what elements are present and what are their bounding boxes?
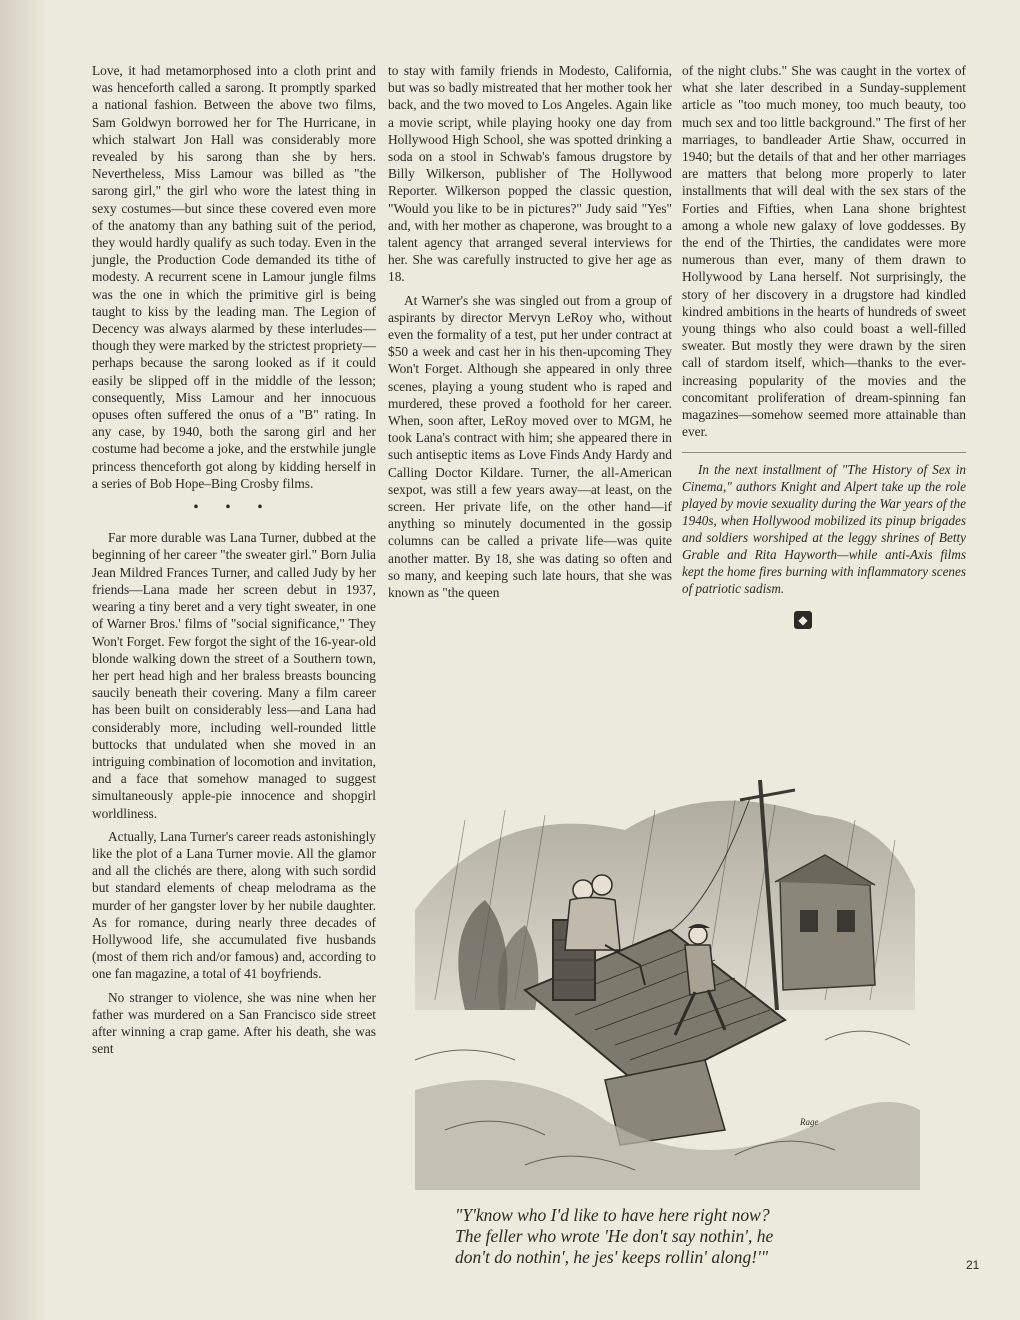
paragraph: Actually, Lana Turner's career reads astonishingly like the plot of a Lana Turner movie. All the glamor and all the clichés are there, along with such sordid but standard elements of cheap melodrama as the murder of her gangster lover by her nubile daughter. As for romance, during nearly three decades of Hollywood life, she accumulated five husbands (most of them rich and/or famous) and, according to one fan magazine, a total of 41 boyfriends.	[92, 828, 376, 982]
page-edge	[0, 0, 46, 1320]
text-column-3	[682, 62, 966, 629]
paragraph: of the night clubs." She was caught in the vortex of what she later described in a Sunday-supplement article as "too much money, too much beauty, too much sex and too little background." The first of her marriages, to bandleader Artie Shaw, occurred in 1940; but the details of that and her other marriages are matters that belong more properly to later installments that will deal with the sex stars of the Forties and Fifties, when Lana shone brightest among a whole new galaxy of love goddesses. By the end of the Thirties, the candidates were more numerous than ever, many of them drawn to Hollywood by Lana herself. Not surprisingly, the story of her discovery in a drugstore had kindled kindred ambitions in the hearts of hundreds of sweet young things who also could boast a well-filled sweater. But mostly they were drawn by the siren call of stardom itself, which—thanks to the ever-increasing popularity of the movies and the concomitant proliferation of dream-spinning fan magazines—somehow seemed more attainable than ever.	[682, 63, 966, 440]
caption-line: The feller who wrote 'He don't say nothin', he	[455, 1226, 774, 1246]
caption-line: don't do nothin', he jes' keeps rollin' along!'"	[455, 1247, 769, 1267]
svg-text:Rage: Rage	[800, 1117, 819, 1127]
divider-rule	[682, 452, 966, 453]
paragraph: to stay with family friends in Modesto, California, but was so badly mistreated that her mother took her back, and the two moved to Los Angeles. Again like a movie script, while playing hooky one day from Hollywood High School, she was spotted drinking a soda on a stool in Schwab's famous drugstore by Billy Wilkerson, publisher of The Hollywood Reporter. Wilkerson popped the classic question, "Would you like to be in pictures?" Judy said "Yes" and, with her mother as chaperone, was brought to a talent agency that arranged several interviews for her. She was carefully instructed to give her age as 18.	[388, 63, 672, 285]
paragraph: Love, it had metamorphosed into a cloth print and was henceforth called a sarong. It promptly sparked a national fashion. Between the above two films, Sam Goldwyn borrowed her for The Hurricane, in which stalwart Jon Hall was considerably more revealed by his sarong than she by hers. Nevertheless, Miss Lamour was billed as "the sarong girl," the girl who wore the latest thing in sexy costumes—but since these covered even more of the anatomy than any bathing suit of the period, they would hardly qualify as such today. Even in the jungle, the Production Code demanded its tithe of modesty. A recurrent scene in Lamour jungle films was the one in which the primitive girl is being taught to kiss by the leading man. The Legion of Decency was always alarmed by these interludes—though they were marked by the strictest propriety—perhaps because the sarong looked as if it could easily be slipped off in the middle of the lesson; consequently, Miss Lamour and her innocuous opuses often suffered the onus of a "B" rating. In any case, by 1940, both the sarong girl and her costume had become a joke, and the erstwhile jungle princess thenceforth got along by kidding herself in a series of Bob Hope–Bing Crosby films.	[92, 63, 376, 491]
cartoon-caption	[455, 1205, 915, 1268]
page-number: 21	[966, 1258, 980, 1272]
flood-cartoon-illustration	[405, 760, 925, 1190]
rabbit-logo-icon: ◆	[794, 611, 812, 629]
next-installment-note: In the next installment of "The History of Sex in Cinema," authors Knight and Alpert take up the role played by movie sexuality during the War years of the 1940s, when Hollywood mobilized its pinup brigades and soldiers worshiped at the leggy shrines of Betty Grable and Rita Hayworth—while anti-Axis films kept the home fires burning with inflammatory scenes of patriotic sadism.	[682, 462, 966, 597]
paragraph: At Warner's she was singled out from a group of aspirants by director Mervyn LeRoy who, without even the formality of a test, put her under contract at $50 a week and cast her in his then-upcoming They Won't Forget. Although she appeared in only three scenes, playing a young student who is raped and murdered, these proved a foothold for her career. When, soon after, LeRoy moved over to MGM, he took Lana's contract with him; she appeared there in such antiseptic items as Love Finds Andy Hardy and Calling Doctor Kildare. Turner, the all-American sexpot, was still a few years away—at least, on the screen. Her private life, on the other hand—if anything so minutely documented in the gossip columns can be called a private life—was quite another matter. By 18, she was dating so often and so many, and keeping such late hours, that she was known as "the queen	[388, 292, 672, 601]
text-column-2	[388, 62, 672, 607]
paragraph: No stranger to violence, she was nine when her father was murdered on a San Francisco side street after winning a crap game. After his death, she was sent	[92, 989, 376, 1057]
text-column-1	[92, 62, 376, 1063]
caption-line: "Y'know who I'd like to have here right now?	[455, 1205, 770, 1225]
paragraph: Far more durable was Lana Turner, dubbed at the beginning of her career "the sweater girl." Born Julia Jean Mildred Frances Turner, and called Judy by her friends—Lana made her screen debut in 1937, wearing a tiny beret and a very tight sweater, in one of Warner Bros.' films of "social significance," They Won't Forget. Few forgot the sight of the 16-year-old blonde walking down the street of a Southern town, her pert head high and her braless breasts bouncing saucily beneath their covering. Many a film career has been built on considerably less—and Lana had considerably more, including well-rounded little buttocks that undulated when she moved in an intriguing combination of locomotion and invitation, and a face that somehow managed to suggest simultaneously apple-pie innocence and shopgirl worldliness.	[92, 530, 376, 821]
section-separator: • • •	[193, 499, 275, 515]
